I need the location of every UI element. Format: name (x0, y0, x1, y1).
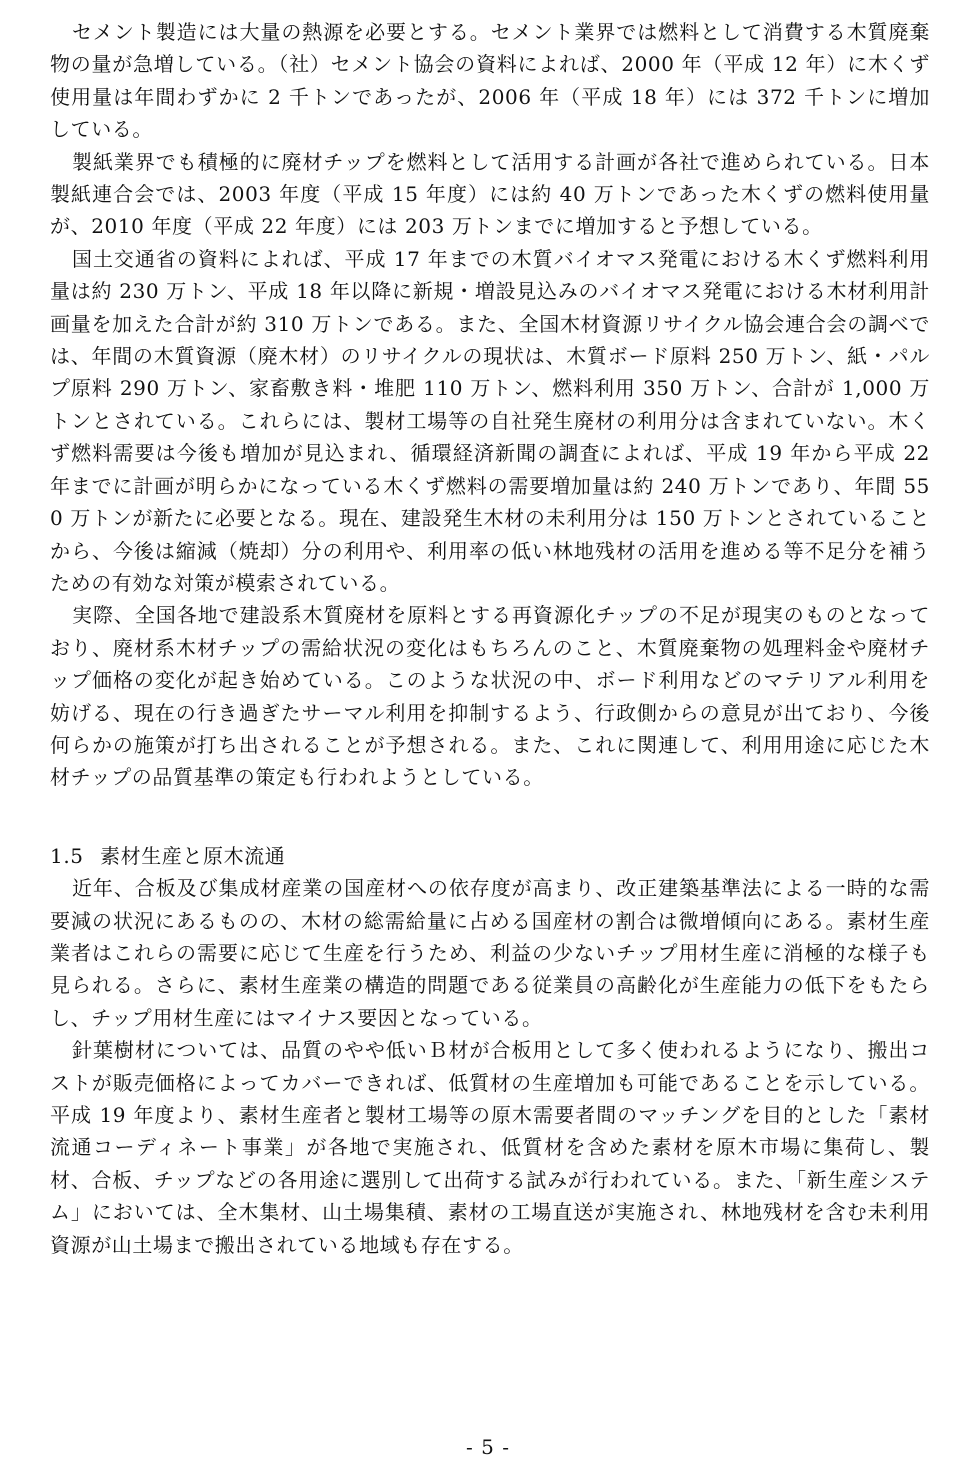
section-title: 素材生産と原木流通 (100, 843, 286, 868)
document-page (50, 16, 930, 1261)
paragraph-domestic-timber: 近年、合板及び集成材産業の国産材への依存度が高まり、改正建築基準法による一時的な需要減の状況にあるものの、木材の総需給量に占める国産材の割合は微増傾向にある。素材生産業者はこれらの需要に応じて生産を行うため、利益の少ないチップ用材生産に消極的な様子も見られる。さらに、素材生産業の構造的問題である従業員の高齢化が生産能力の低下をもたらし、チップ用材生産にはマイナス要因となっている。 (50, 876, 930, 1030)
paragraph-softwood: 針葉樹材については、品質のやや低いＢ材が合板用として多く使われるようになり、搬出コストが販売価格によってカバーできれば、低質材の生産増加も可能であることを示している。平成 19 年度より、素材生産者と製材工場等の原木需要者間のマッチングを目的とした「素材流通コーディネート事業」が各地で実施され、低質材を含めた素材を原木市場に集荷し、製材、合板、チップなどの各用途に選別して出荷する試みが行われている。また、「新生産システム」においては、全木集材、山土場集積、素材の工場直送が実施され、林地残材を含む未利用資源が山土場まで搬出されている地域も存在する。 (50, 1038, 930, 1257)
page-number: - 5 - (466, 1435, 510, 1459)
section-heading (50, 840, 930, 872)
section-number: 1.5 (50, 843, 84, 868)
paragraph-paper-industry: 製紙業界でも積極的に廃材チップを燃料として活用する計画が各社で進められている。日本製紙連合会では、2003 年度（平成 15 年度）には約 40 万トンであった木くずの燃料使用量が、2010 年度（平成 22 年度）には 203 万トンまでに増加すると予想している。 (50, 149, 930, 239)
paragraph-biomass-power: 国土交通省の資料によれば、平成 17 年までの木質バイオマス発電における木くず燃料利用量は約 230 万トン、平成 18 年以降に新規・増設見込みのバイオマス発電における木材利用計画量を加えた合計が約 310 万トンである。また、全国木材資源リサイクル協会連合会の調べでは、年間の木質資源（廃木材）のリサイクルの現状は、木質ボード原料 250 万トン、紙・パルプ原料 290 万トン、家畜敷き料・堆肥 110 万トン、燃料利用 350 万トン、合計が 1,000 万トンとされている。これらには、製材工場等の自社発生廃材の利用分は含まれていない。木くず燃料需要は今後も増加が見込まれ、循環経済新聞の調査によれば、平成 19 年から平成 22 年までに計画が明らかになっている木くず燃料の需要増加量は約 240 万トンであり、年間 550 万トンが新たに必要となる。現在、建設発生木材の未利用分は 150 万トンとされていることから、今後は縮減（焼却）分の利用や、利用率の低い林地残材の活用を進める等不足分を補うための有効な対策が模索されている。 (50, 246, 930, 595)
paragraph-cement: セメント製造には大量の熱源を必要とする。セメント業界では燃料として消費する木質廃棄物の量が急増している。（社）セメント協会の資料によれば、2000 年（平成 12 年）に木くず使用量は年間わずかに 2 千トンであったが、2006 年（平成 18 年）には 372 千トンに増加している。 (50, 20, 930, 142)
paragraph-chip-shortage: 実際、全国各地で建設系木質廃材を原料とする再資源化チップの不足が現実のものとなっており、廃材系木材チップの需給状況の変化はもちろんのこと、木質廃棄物の処理料金や廃材チップ価格の変化が起き始めている。このような状況の中、ボード利用などのマテリアル利用を妨げる、現在の行き過ぎたサーマル利用を抑制するよう、行政側からの意見が出ており、今後何らかの施策が打ち出されることが予想される。また、これに関連して、利用用途に応じた木材チップの品質基準の策定も行われようとしている。 (50, 603, 930, 790)
